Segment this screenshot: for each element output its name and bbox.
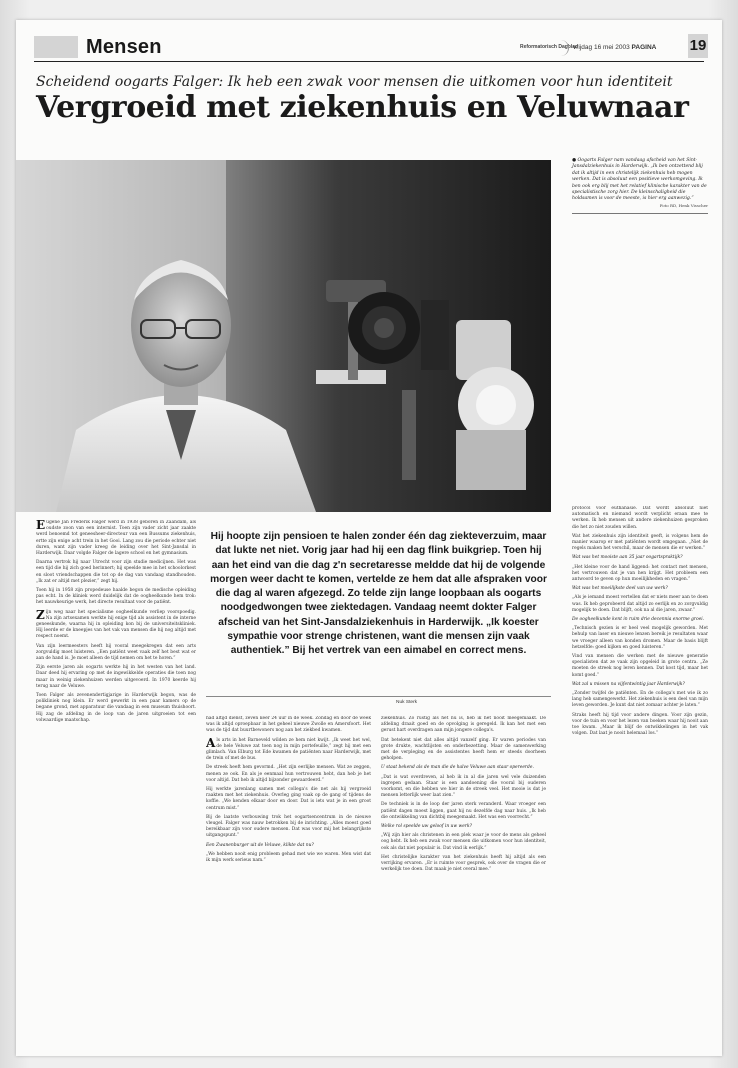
- body-paragraph: [572, 626, 708, 651]
- paragraph-text: ugène Jan Frederik Falger werd in 1938 geboren in Zaandam, als oudste zoon van een internist. Toen zijn vader zicht jaar zaakte werd benoemd tot geneesheer-directeur van een Bussums ziekenhuis, ertte zijn enige acht trein in het Gooi. Lang zou die periode echter niet duren, want zijn vader kreeg de leiding over het Sint-Jansdal in Harderwijk. Daar volgde Falger de lagere school en het gymnasium.: [36, 520, 196, 557]
- caption-text: Oogarts Falger nam vandaag afscheid van het Sint-Jansdalziekenhuis in Harderwijk. „Ik ben ontzettend blij dat ik altijd in een christelijk ziekenhuis heb mogen werken. Dat is absoluut een positieve werkomgeving. Ik ben ook erg blij met het relatief klinische karakter van de specialistische zorg hier. De kleinschaligheid die holdsamen is voor de meeste, is hier erg aanwezig.”: [572, 158, 707, 202]
- paragraph-text: „We hebben nooit enig probleem gehad met wie we waren. Men wist dat ik mijn werk serieus nam.”: [206, 851, 371, 864]
- drop-cap: Z: [36, 607, 45, 622]
- body-paragraph: [381, 738, 546, 763]
- body-paragraph: [572, 565, 708, 584]
- body-paragraph: [381, 855, 546, 874]
- body-paragraph: [572, 555, 708, 561]
- body-column-1: [36, 520, 196, 1048]
- page-number: 19: [688, 34, 708, 58]
- paragraph-text: Het christelijke karakter van het ziekenhuis heeft hij altijd als een verrijking ervaren. „Er is ruimte voor gesprek, ook over de vragen die er werkelijk toe doen. Dat maak je niet overal mee.”: [381, 854, 546, 873]
- body-paragraph: [206, 787, 371, 812]
- paragraph-text: ziekenhuis. Zo rustig als het nu is, heb ik het nooit meegemaakt. De afdeling draait goed en de opvolging is geregeld. Ik kan het met een gerust hart overdragen aan mijn jongere collega's.: [381, 716, 546, 734]
- body-column-3: [381, 716, 546, 1048]
- paragraph-text: protocol voor euthanasie. Dat wordt absoluut niet automatisch en niemand wordt verplicht eraan mee te werken. Ik heb mensen uit andere ziekenhuizen gesproken die het zo niet zouden willen.: [572, 506, 708, 530]
- paragraph-text: De streek heeft hem gevormd. „Het zijn eerlijke mensen. Wat ze zeggen, menen ze ook. En als je eenmaal hun vertrouwen hebt, dan heb je het voor altijd. Dat heb ik altijd bijzonder gewaardeerd.”: [206, 765, 371, 783]
- paragraph-text: Daarna vertrok hij naar Utrecht voor zijn studie medicijnen. Het was een tijd die hij zich goed herinnert; hij speelde mee in het schoolorkest en sloot vriendschappen die tot op de dag van vandaag standhouden. „Ik zat er altijd met plezier,” zegt hij.: [36, 560, 196, 584]
- body-paragraph: [36, 693, 196, 724]
- body-paragraph: [572, 713, 708, 738]
- body-paragraph: [381, 802, 546, 821]
- paragraph-text: De oogheelkunde kent in ruim drie decennia enorme groei.: [572, 617, 705, 623]
- section-title: Mensen: [86, 36, 162, 58]
- body-paragraph: [36, 644, 196, 663]
- photo-illustration: [16, 160, 551, 512]
- paragraph-text: Van zijn leermeesters heeft hij vooral meegekregen dat een arts zorgvuldig moet luisteren. „Een patiënt weet vaak zelf het best wat er aan de hand is. Je moet alleen de tijd nemen om het te horen.”: [36, 643, 196, 662]
- paragraph-text: „Technisch gezien is er heel veel mogelijk geworden. Met behulp van laser en nieuwe lenzen bereik je resultaten waar we vroeger alleen van konden dromen. Maar de basis blijft hetzelfde: goed kijken en goed luisteren.”: [572, 626, 708, 650]
- paragraph-text: ls arts in het Barneveld wilden ze hem niet kwijt. „Ik weet het wel, de hele Veluwe zat toen nog in mijn portefeuille,” zegt hij met een glimlach. Van Elburg tot Ede kwamen de patiënten naar Harderwijk, met de trein of met de bus.: [206, 737, 371, 762]
- body-paragraph: [572, 682, 708, 688]
- body-paragraph: [381, 824, 546, 830]
- body-paragraph: [572, 617, 708, 623]
- body-paragraph: [36, 560, 196, 585]
- body-paragraph: [206, 843, 371, 849]
- body-paragraph: [36, 520, 196, 557]
- paragraph-text: had altijd dienst, zeven keer 24 uur in de week. Zondag en door de week was ik altijd oproepbaar in het geheel nieuwe Zwolle en Amersfoort. Het was de tijd dat buurtbewoners nog aan het ziekbed kwamen.: [206, 716, 371, 734]
- masthead: [34, 36, 707, 62]
- paragraph-text: Straks heeft hij tijd voor andere dingen. Voor zijn gezin, voor de tuin en voor het lezen van boeken waar hij nooit aan toe kwam. „Maar ik blijf de ontwikkelingen in het vak volgen. Dat laat je nooit helemaal los.”: [572, 712, 708, 737]
- newspaper-name: Reformatorisch Dagblad: [520, 44, 579, 50]
- body-paragraph: [572, 506, 708, 531]
- photo-caption: [572, 158, 708, 214]
- body-paragraph: [381, 716, 546, 735]
- paragraph-text: Dat betekent niet dat alles altijd vanzelf ging. Er waren periodes van grote drukte, wachtlijsten en onderbezetting. Maar de samenwerking met de verpleging en de assistentes heeft hem er steeds doorheen geholpen.: [381, 737, 546, 762]
- paragraph-text: Bij de laatste verbouwing trok het oogartsencentrum in de nieuwe vleugel. Falger was nauw betrokken bij de inrichting. „Alles moest goed bereikbaar zijn voor oudere mensen. Dat was voor mij het belangrijkste uitgangspunt.”: [206, 814, 371, 839]
- paragraph-text: Toen hij in 1958 zijn propedeuse haalde begon de medische opleiding pas echt. In de kliniek werd duidelijk dat de oogheelkunde hem trok: het nauwkeurige werk, het directe resultaat voor de patiënt.: [36, 588, 196, 606]
- newspaper-page: [16, 20, 722, 1056]
- body-paragraph: [206, 815, 371, 840]
- body-paragraph: [36, 665, 196, 690]
- paragraph-text: Toen Falger als zevenendertigjarige in Harderwijk begon, was de polikliniek nog klein. Er werd gewerkt in een paar kamers op de begane grond, met apparatuur die vandaag in een museum thuishoort. Hij zag de afdeling in de loop van de jaren uitgroeien tot een volwaardige maatschap.: [36, 693, 196, 723]
- caption-bullet: ●: [572, 158, 577, 163]
- paragraph-text: „Wij zijn hier als christenen in een plek waar je voor de mens als geheel oog hebt. Ik heb een zwak voor mensen die uitkomen voor hun identiteit, ook als dat niet populair is. Dat vind ik eerlijk.”: [381, 833, 546, 851]
- body-paragraph: [206, 716, 371, 735]
- body-paragraph: [206, 735, 371, 763]
- masthead-date: [573, 44, 656, 51]
- paragraph-text: „Zonder twijfel de patiënten. En de collega's met wie ik zo lang heb samengewerkt. Het ziekenhuis is een deel van mijn leven geworden. Je kunt dat niet zomaar achter je laten.”: [572, 691, 708, 709]
- body-paragraph: [572, 586, 708, 592]
- paragraph-text: Hij werkte jarenlang samen met collega's die net als hij vergroeid raakten met het ziekenhuis. Overleg ging vaak op de gang of tijdens de koffie. „We kenden elkaar door en door. Dat is iets wat je in een groot centrum mist.”: [206, 787, 371, 811]
- paragraph-text: Welke rol speelde uw geloof in uw werk?: [381, 824, 473, 830]
- paragraph-text: „Als je iemand moest vertellen dat er niets meer aan te doen was. Ik heb geprobeerd dat altijd zo eerlijk en zo zorgvuldig mogelijk te doen. Dat blijft, ook na al die jaren, zwaar.”: [572, 595, 708, 613]
- masthead-divider-arc: [559, 40, 569, 56]
- body-paragraph: [572, 654, 708, 679]
- body-column-2: [206, 716, 371, 1048]
- article-headline: Vergroeid met ziekenhuis en Veluwnaar: [36, 90, 689, 125]
- paragraph-text: Wat het ziekenhuis zijn identiteit geeft, is volgens hem de manier waarop er met patiënten wordt omgegaan. „Niet de regels maken het verschil, maar de mensen die er werken.”: [572, 533, 708, 552]
- paragraph-text: Zijn eerste jaren als oogarts werkte hij in het westen van het land. Daar deed hij ervaring op met de ingewikkelde operaties die toen nog maar in weinig ziekenhuizen werden uitgevoerd. In 1970 keerde hij terug naar de Veluwe.: [36, 665, 196, 689]
- body-paragraph: [381, 833, 546, 852]
- body-paragraph: [572, 534, 708, 553]
- paragraph-text: „Dat is wat overdreven, al heb ik in al die jaren wel vele duizenden ingrepen gedaan. Staar is een aandoening die vooral bij ouderen voorkomt, en die hebben we hier in de streek veel. Het mooie is dat je mensen letterlijk weer laat zien.”: [381, 774, 546, 799]
- drop-cap: E: [36, 520, 46, 532]
- body-paragraph: [206, 765, 371, 784]
- paragraph-text: Wat was het mooiste aan 35 jaar oogartspraktijk?: [572, 555, 683, 561]
- paragraph-text: De techniek is in de loop der jaren sterk veranderd. Waar vroeger een patiënt dagen moest liggen, gaat hij nu dezelfde dag naar huis. „Ik heb die ontwikkeling van dichtbij meegemaakt. Het was een voorrecht.”: [381, 802, 546, 820]
- pull-quote: Hij hoopte zijn pensioen te halen zonder één dag ziekteverzuim, maar dat lukte net niet. Vorig jaar had hij een dag flink buikgriep. Toen hij aan het eind van die dag z'n secretaresse meldde dat hij de volgende morgen weer dacht te komen, vertelde ze hem dat alle afspraken voor die dag al waren afgezegd. Zo telde zijn lange loopbaan als oogarts noodgedwongen twee ziektedagen. Vandaag neemt dokter Falger afscheid van het Sint-Jansdalziekenhuis in Harderwijk. „Ik koester sympathie voor strenge christenen, want die mensen zijn vaak authentiek.” Bij het vertrek van een aimabel en correct mens.: [210, 531, 547, 657]
- sidebar-column: [572, 158, 708, 220]
- byline: Nuk Sterk: [396, 700, 418, 705]
- photo-credit: Foto RD, Henk Visscher: [659, 202, 708, 208]
- issue-date: vrijdag 16 mei 2003: [573, 44, 630, 51]
- masthead-grey-bar: [34, 36, 78, 58]
- body-paragraph: [36, 588, 196, 607]
- article-kicker: Scheidend oogarts Falger: Ik heb een zwak voor mensen die uitkomen voor hun identiteit: [36, 74, 673, 90]
- paragraph-text: „Het kleine voor de hand liggend: het contact met mensen, het vertrouwen dat je van hen krijgt. Het probleem een antwoord te geven op hun moeilijkheden en vragen.”: [572, 564, 708, 583]
- paragraph-text: Vind van mensen die werken met de nieuwe generatie specialisten dat ze vaak zijn opgeleid in grote centra. „Ze moeten de streek nog leren kennen. Dat kost tijd, maar het komt goed.”: [572, 654, 708, 678]
- body-paragraph: [572, 691, 708, 710]
- body-paragraph: [381, 765, 546, 771]
- paragraph-text: ijn weg naar het specialisme oogheelkunde verliep voorspoedig. Na zijn artsexamen werkte hij enige tijd als assistent in de interne geneeskunde, waarna hij in opleiding kon bij de universiteitskliniek. Hij leerde er de kneepjes van het vak van mensen die hij nog altijd met respect noemt.: [36, 609, 196, 640]
- paragraph-text: Wat was het moeilijkste deel van uw werk?: [572, 586, 668, 592]
- drop-cap: A: [206, 735, 216, 750]
- body-paragraph: [381, 775, 546, 800]
- page-label: PAGINA: [631, 44, 657, 51]
- paragraph-text: Een Zwanenburger uit de Veluwe, klikte dat nu?: [206, 842, 314, 848]
- paragraph-text: Wat zal u missen na vijfentwintig jaar Harderwijk?: [572, 681, 685, 687]
- body-column-4: [572, 506, 708, 1048]
- portrait-photo: [16, 160, 551, 512]
- pull-quote-rule: [206, 696, 551, 697]
- body-paragraph: [36, 607, 196, 641]
- paragraph-text: U staat bekend als de man die de halve Veluwe aan staar opereerde.: [381, 765, 534, 771]
- body-paragraph: [206, 852, 371, 864]
- body-paragraph: [572, 595, 708, 614]
